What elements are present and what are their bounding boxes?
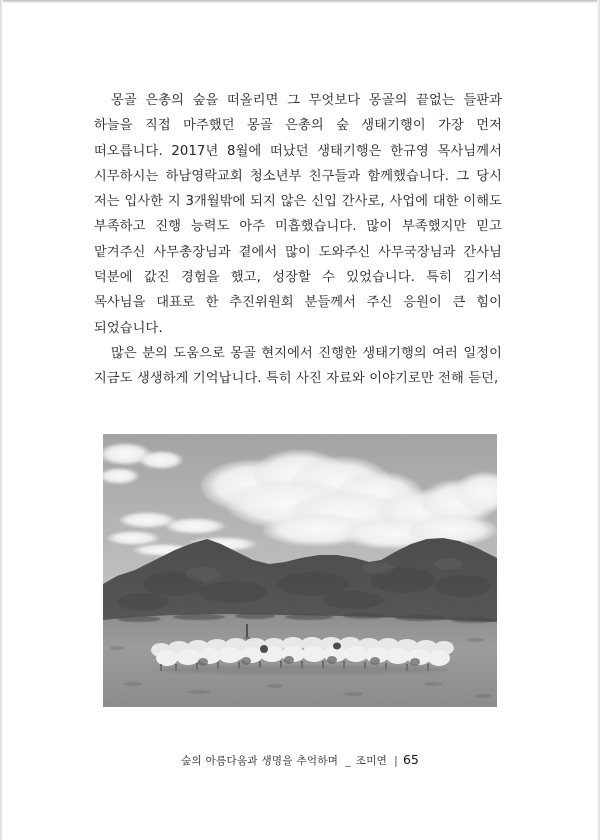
page-number: 65 (402, 752, 419, 767)
footer-chapter-title: 숲의 아름다움과 생명을 추억하며 (181, 755, 339, 767)
body-text-block (94, 88, 502, 392)
footer-dash: _ (345, 755, 351, 767)
steppe-sheep-photo (103, 434, 497, 707)
paragraph-1: 몽골 은총의 숲을 떠올리면 그 무엇보다 몽골의 끝없는 들판과 하늘을 직접 마주했던 몽골 은총의 숲 생태기행이 가장 먼저 떠오릅니다. 2017년 8월에 떠났던 생태기행은 한규영 목사님께서 시무하시는 하남영락교회 청소년부 친구들과 함께했습니다. 그 당시 저는 입사한 지 3개월밖에 되지 않은 신입 간사로, 사업에 대한 이해도 부족하고 진행 능력도 아주 미흡했습니다. 많이 부족했지만 믿고 맡겨주신 사무총장님과 곁에서 많이 도와주신 사무국장님과 간사님 덕분에 값진 경험을 했고, 성장할 수 있었습니다. 특히 김기석 목사님을 대표로 한 추진위원회 분들께서 주신 응원이 큰 힘이 되었습니다. (94, 93, 502, 336)
scan-edge-top (0, 0, 600, 3)
footer-divider: | (394, 755, 398, 767)
paragraph-2: 많은 분의 도움으로 몽골 현지에서 진행한 생태기행의 여러 일정이 지금도 생생하게 기억납니다. 특히 사진 자료와 이야기로만 전해 듣던, (94, 345, 502, 387)
footer-author: 조미연 (355, 755, 388, 767)
scan-edge-left (0, 0, 3, 840)
photo-figure (103, 434, 497, 707)
page-footer (0, 752, 600, 768)
footer-content (181, 752, 419, 768)
